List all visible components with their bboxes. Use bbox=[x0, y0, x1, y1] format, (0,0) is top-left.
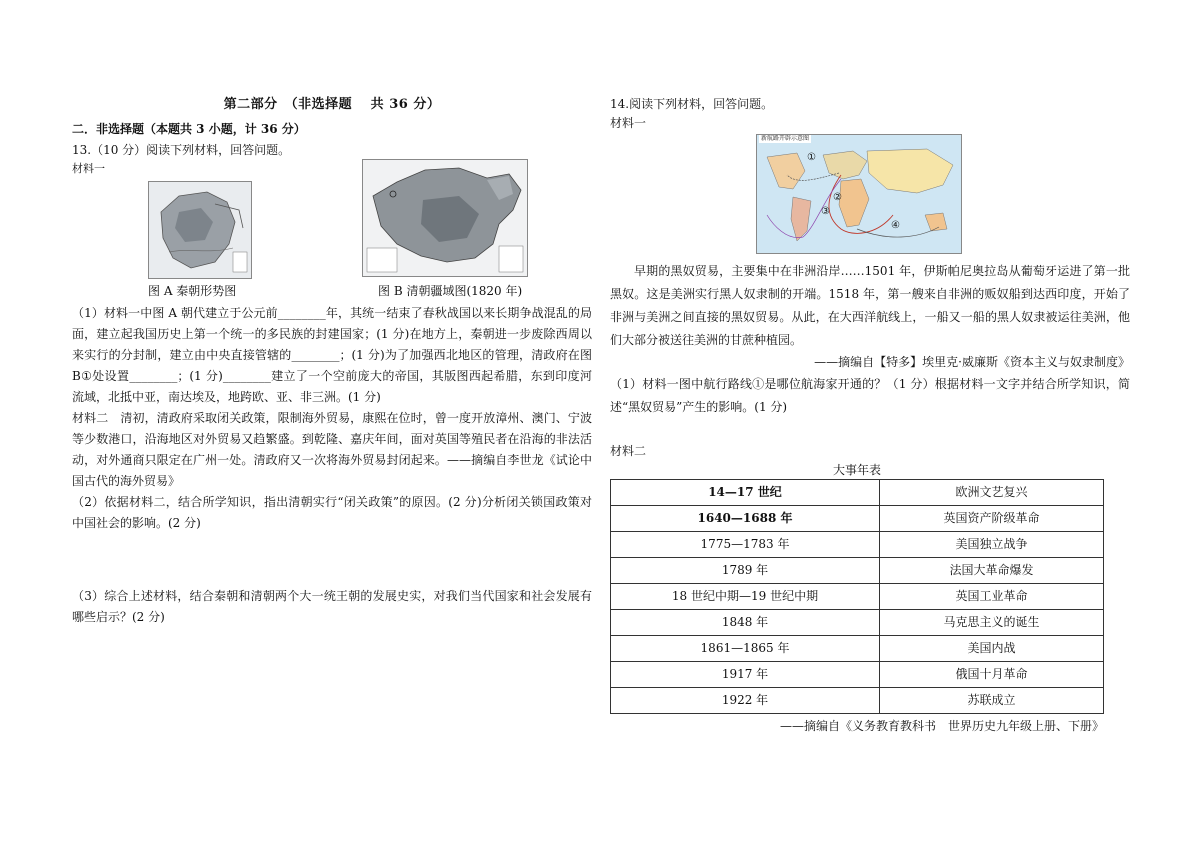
material1-source: ——摘编自【特多】埃里克·威廉斯《资本主义与奴隶制度》 bbox=[814, 355, 1130, 369]
table-row bbox=[611, 558, 1104, 584]
material2-label: 材料二 bbox=[610, 444, 647, 458]
answer-space bbox=[72, 534, 592, 586]
left-column bbox=[72, 94, 592, 628]
qin-map-image bbox=[148, 181, 252, 279]
event-cell: 美国内战 bbox=[880, 636, 1104, 662]
table-row bbox=[611, 480, 1104, 506]
event-cell: 欧洲文艺复兴 bbox=[880, 480, 1104, 506]
material1-label: 材料一 bbox=[72, 162, 105, 175]
map-b-caption: 图 B 清朝疆域图(1820 年) bbox=[378, 284, 523, 298]
qing-map-image bbox=[362, 159, 528, 277]
event-cell: 英国资产阶级革命 bbox=[880, 506, 1104, 532]
period-cell: 1922 年 bbox=[611, 688, 880, 714]
event-cell: 俄国十月革命 bbox=[880, 662, 1104, 688]
route-label-4: ④ bbox=[891, 220, 900, 231]
section-title: 第二部分 （非选择题 共 36 分） bbox=[223, 97, 441, 112]
q14-intro: 14.阅读下列材料，回答问题。 bbox=[610, 97, 774, 111]
route-label-2: ② bbox=[833, 192, 842, 203]
q14-question-1: （1）材料一图中航行路线①是哪位航海家开通的？（1 分）根据材料一文字并结合所学知识，简述“黑奴贸易”产生的影响。(1 分) bbox=[610, 377, 1130, 414]
events-table bbox=[610, 479, 1104, 714]
table-row bbox=[611, 610, 1104, 636]
period-cell: 1848 年 bbox=[611, 610, 880, 636]
event-cell: 马克思主义的诞生 bbox=[880, 610, 1104, 636]
event-cell: 苏联成立 bbox=[880, 688, 1104, 714]
part-heading: 二．非选择题（本题共 3 小题，计 36 分） bbox=[72, 122, 306, 136]
table-row bbox=[611, 688, 1104, 714]
event-cell: 美国独立战争 bbox=[880, 532, 1104, 558]
table-row bbox=[611, 662, 1104, 688]
material2-text: 材料二 清初，清政府采取闭关政策，限制海外贸易，康熙在位时，曾一度开放漳州、澳门、宁波等少数港口，沿海地区对外贸易又趋繁盛。到乾隆、嘉庆年间，面对英国等殖民者在沿海的非法活动，对外通商只限定在广州一处。清政府又一次将海外贸易封闭起来。——摘编自李世龙《试论中国古代的海外贸易》 bbox=[72, 411, 592, 488]
period-cell: 1917 年 bbox=[611, 662, 880, 688]
table-source: ——摘编自《义务教育教科书 世界历史九年级上册、下册》 bbox=[779, 719, 1104, 733]
material1-text: 早期的黑奴贸易，主要集中在非洲沿岸……1501 年，伊斯帕尼奥拉岛从葡萄牙运进了第一批黑奴。这是美洲实行黑人奴隶制的开端。1518 年，第一艘来自非洲的贩奴船到达西印度，开始了非洲与美洲之间直接的黑奴贸易。从此，在大西洋航线上，一船又一船的黑人奴隶被运往美洲，他们大部分被送往美洲的甘蔗种植园。 bbox=[610, 264, 1130, 347]
period-cell: 1640—1688 年 bbox=[611, 506, 880, 532]
period-cell: 1789 年 bbox=[611, 558, 880, 584]
answer-space-right bbox=[610, 419, 1130, 441]
route-label-1: ① bbox=[807, 152, 816, 163]
table-row bbox=[611, 584, 1104, 610]
voyage-map-title: 新航路开辟示意图 bbox=[761, 135, 810, 142]
map-a-caption: 图 A 秦朝形势图 bbox=[148, 284, 237, 298]
table-row bbox=[611, 636, 1104, 662]
table-row bbox=[611, 506, 1104, 532]
period-cell: 18 世纪中期—19 世纪中期 bbox=[611, 584, 880, 610]
right-column bbox=[610, 94, 1130, 736]
material1-label-right: 材料一 bbox=[610, 116, 647, 130]
period-cell: 1775—1783 年 bbox=[611, 532, 880, 558]
table-title: 大事年表 bbox=[832, 463, 881, 477]
event-cell: 英国工业革命 bbox=[880, 584, 1104, 610]
route-label-3: ③ bbox=[821, 206, 830, 217]
q13-question-3: （3）综合上述材料，结合秦朝和清朝两个大一统王朝的发展史实，对我们当代国家和社会发展有哪些启示？(2 分) bbox=[72, 589, 592, 624]
period-cell: 14—17 世纪 bbox=[611, 480, 880, 506]
q13-intro: 13.（10 分）阅读下列材料，回答问题。 bbox=[72, 143, 291, 157]
period-cell: 1861—1865 年 bbox=[611, 636, 880, 662]
table-row bbox=[611, 532, 1104, 558]
map-figures bbox=[72, 181, 592, 303]
voyage-map-image bbox=[756, 134, 962, 254]
q13-question-2: （2）依据材料二，结合所学知识，指出清朝实行“闭关政策”的原因。(2 分)分析闭关锁国政策对中国社会的影响。(2 分) bbox=[72, 495, 592, 530]
event-cell: 法国大革命爆发 bbox=[880, 558, 1104, 584]
q13-question-1: （1）材料一中图 A 朝代建立于公元前________年，其统一结束了春秋战国以来长期争战混乱的局面，建立起我国历史上第一个统一的多民族的封建国家；(1 分)在地方上，秦朝进一步废除西周以来实行的分封制，建立由中央直接管辖的________；(1 分)为了加强西北地区的管理，清政府在图B①处设置________；(1 分)________建立了一个空前庞大的帝国，其版图西起希腊，东到印度河流域，北抵中亚，南达埃及，地跨欧、亚、非三洲。(1 分) bbox=[72, 306, 592, 404]
